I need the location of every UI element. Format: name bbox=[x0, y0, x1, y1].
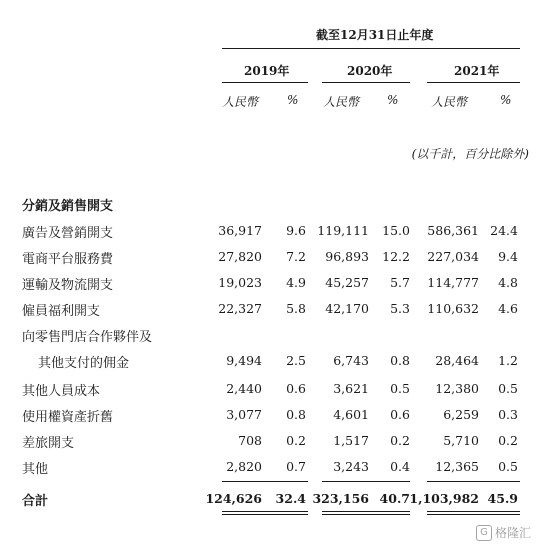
watermark-text: 格隆汇 bbox=[494, 526, 531, 540]
total-underline-2019-b bbox=[222, 514, 308, 515]
section-title: 分銷及銷售開支 bbox=[22, 199, 114, 214]
percent-2020: % bbox=[387, 93, 399, 107]
total-value-2021: 1,103,982 bbox=[409, 491, 479, 506]
value-2019: 2,440 bbox=[226, 381, 262, 396]
percent-2021: 0.5 bbox=[498, 459, 518, 474]
subtotal-rule-2020 bbox=[322, 481, 410, 482]
total-label: 合計 bbox=[22, 494, 49, 509]
row-label: 向零售門店合作夥伴及 bbox=[22, 330, 153, 345]
percent-2019: 5.8 bbox=[286, 301, 306, 316]
percent-2019: % bbox=[287, 93, 299, 107]
percent-2021: 4.8 bbox=[498, 275, 518, 290]
period-rule bbox=[222, 48, 520, 49]
percent-2021: 0.3 bbox=[498, 407, 518, 422]
row-label: 差旅開支 bbox=[22, 436, 75, 451]
subtotal-rule-2019 bbox=[222, 481, 308, 482]
row-label: 其他 bbox=[22, 462, 49, 477]
total-underline-2021-a bbox=[427, 511, 520, 512]
percent-2020: 5.3 bbox=[390, 301, 410, 316]
percent-2020: 5.7 bbox=[390, 275, 410, 290]
percent-2021: % bbox=[500, 93, 512, 107]
value-2020: 119,111 bbox=[317, 223, 369, 238]
value-2021: 5,710 bbox=[443, 433, 479, 448]
currency-2021: 人民幣 bbox=[431, 95, 468, 109]
value-2021: 227,034 bbox=[427, 249, 479, 264]
percent-2021: 4.6 bbox=[498, 301, 518, 316]
total-percent-2019: 32.4 bbox=[275, 491, 306, 506]
total-value-2020: 323,156 bbox=[312, 491, 369, 506]
row-label: 運輸及物流開支 bbox=[22, 278, 114, 293]
subtotal-rule-2021 bbox=[427, 481, 520, 482]
value-2019: 22,327 bbox=[218, 301, 262, 316]
total-underline-2021-b bbox=[427, 514, 520, 515]
percent-2019: 2.5 bbox=[286, 353, 306, 368]
value-2020: 1,517 bbox=[333, 433, 369, 448]
percent-2019: 0.2 bbox=[286, 433, 306, 448]
total-underline-2020-a bbox=[322, 511, 410, 512]
percent-2019: 0.6 bbox=[286, 381, 306, 396]
currency-2019: 人民幣 bbox=[222, 95, 259, 109]
value-2019: 3,077 bbox=[226, 407, 262, 422]
value-2019: 27,820 bbox=[218, 249, 262, 264]
percent-2020: 0.5 bbox=[390, 381, 410, 396]
value-2021: 114,777 bbox=[427, 275, 479, 290]
value-2020: 3,621 bbox=[333, 381, 369, 396]
row-label: 電商平台服務費 bbox=[22, 252, 114, 267]
total-underline-2019-a bbox=[222, 511, 308, 512]
percent-2020: 0.4 bbox=[390, 459, 410, 474]
percent-2020: 15.0 bbox=[382, 223, 410, 238]
year-2020-heading: 2020年 bbox=[347, 64, 393, 78]
value-2020: 4,601 bbox=[333, 407, 369, 422]
row-label: 其他支付的佣金 bbox=[38, 356, 130, 371]
value-2019: 36,917 bbox=[218, 223, 262, 238]
value-2021: 586,361 bbox=[427, 223, 479, 238]
value-2021: 12,365 bbox=[435, 459, 479, 474]
value-2021: 12,380 bbox=[435, 381, 479, 396]
total-underline-2020-b bbox=[322, 514, 410, 515]
percent-2019: 9.6 bbox=[286, 223, 306, 238]
value-2020: 45,257 bbox=[325, 275, 369, 290]
percent-2019: 0.7 bbox=[286, 459, 306, 474]
row-label: 僱員福利開支 bbox=[22, 304, 101, 319]
total-percent-2021: 45.9 bbox=[487, 491, 518, 506]
units-note: (以千計，百分比除外) bbox=[411, 147, 529, 161]
watermark bbox=[476, 524, 531, 541]
percent-2021: 0.2 bbox=[498, 433, 518, 448]
value-2021: 28,464 bbox=[435, 353, 479, 368]
total-percent-2020: 40.7 bbox=[379, 491, 410, 506]
row-label: 廣告及營銷開支 bbox=[22, 226, 114, 241]
value-2021: 6,259 bbox=[443, 407, 479, 422]
total-value-2019: 124,626 bbox=[205, 491, 262, 506]
percent-2020: 0.6 bbox=[390, 407, 410, 422]
row-label: 其他人員成本 bbox=[22, 384, 101, 399]
value-2019: 9,494 bbox=[226, 353, 262, 368]
value-2019: 19,023 bbox=[218, 275, 262, 290]
year-2019-heading: 2019年 bbox=[244, 64, 290, 78]
percent-2019: 4.9 bbox=[286, 275, 306, 290]
percent-2019: 0.8 bbox=[286, 407, 306, 422]
value-2020: 42,170 bbox=[325, 301, 369, 316]
currency-2020: 人民幣 bbox=[323, 95, 360, 109]
year-2021-heading: 2021年 bbox=[454, 64, 500, 78]
year-2019-rule bbox=[222, 82, 308, 83]
value-2021: 110,632 bbox=[427, 301, 479, 316]
percent-2021: 24.4 bbox=[490, 223, 518, 238]
period-heading: 截至12月31日止年度 bbox=[316, 28, 434, 42]
year-2020-rule bbox=[322, 82, 410, 83]
percent-2021: 9.4 bbox=[498, 249, 518, 264]
percent-2021: 1.2 bbox=[498, 353, 518, 368]
value-2019: 708 bbox=[238, 433, 262, 448]
percent-2020: 12.2 bbox=[382, 249, 410, 264]
value-2020: 6,743 bbox=[333, 353, 369, 368]
row-label: 使用權資產折舊 bbox=[22, 410, 114, 425]
watermark-logo-icon: G bbox=[476, 525, 492, 541]
percent-2019: 7.2 bbox=[286, 249, 306, 264]
value-2019: 2,820 bbox=[226, 459, 262, 474]
percent-2021: 0.5 bbox=[498, 381, 518, 396]
percent-2020: 0.2 bbox=[390, 433, 410, 448]
percent-2020: 0.8 bbox=[390, 353, 410, 368]
value-2020: 3,243 bbox=[333, 459, 369, 474]
value-2020: 96,893 bbox=[325, 249, 369, 264]
year-2021-rule bbox=[427, 82, 520, 83]
